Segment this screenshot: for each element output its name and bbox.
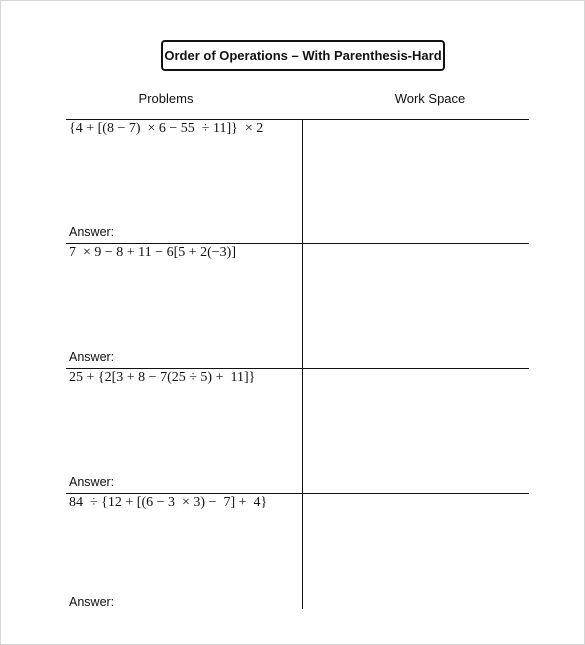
problem-row [66, 243, 529, 368]
answer-label: Answer: [69, 225, 115, 239]
problem-expression: 84 ÷ {12 + [(6 − 3 × 3) − 7] + 4} [69, 495, 268, 510]
problems-column-header: Problems [138, 91, 194, 106]
problem-row [66, 493, 529, 613]
answer-label: Answer: [69, 595, 115, 609]
work-space-column-header: Work Space [394, 91, 466, 106]
column-divider [302, 119, 303, 609]
answer-label: Answer: [69, 350, 115, 364]
answer-label: Answer: [69, 475, 115, 489]
problem-row [66, 119, 529, 243]
problems-table [66, 119, 529, 609]
problem-expression: 25 + {2[3 + 8 − 7(25 ÷ 5) + 11]} [69, 370, 256, 385]
problem-expression: 7 × 9 − 8 + 11 − 6[5 + 2(−3)] [69, 245, 237, 260]
problem-expression: {4 + [(8 − 7) × 6 − 55 ÷ 11]} × 2 [69, 121, 264, 136]
worksheet-title: Order of Operations – With Parenthesis-Hard [161, 40, 445, 71]
problem-row [66, 368, 529, 493]
